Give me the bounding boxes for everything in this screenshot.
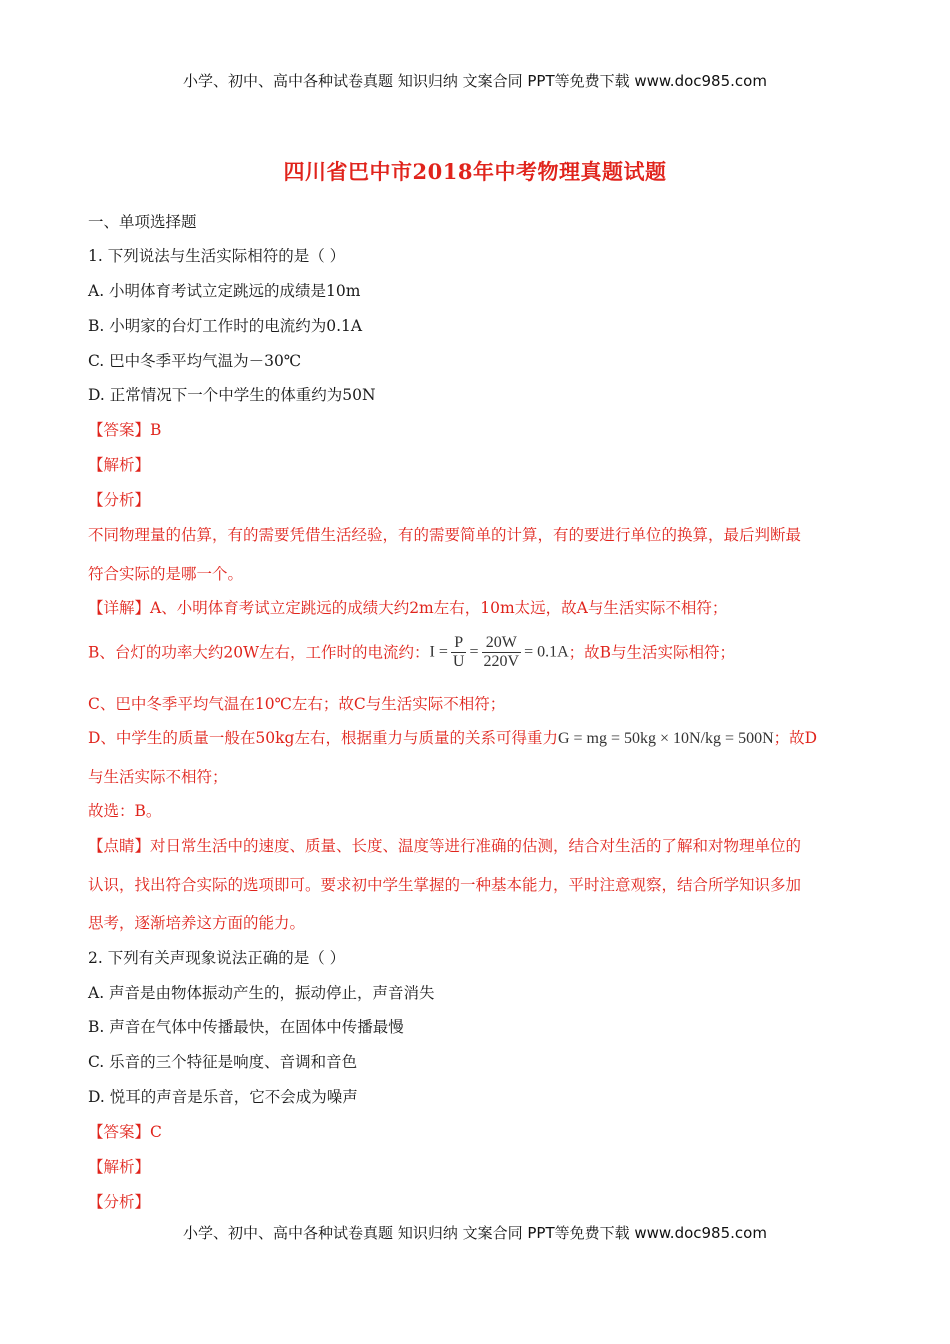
q1-answer: 【答案】B (88, 421, 162, 439)
q1-fraction-u: U (452, 653, 465, 670)
page-header: 小学、初中、高中各种试卷真题 知识归纳 文案合同 PPT等免费下载 www.doc985.com (183, 72, 767, 90)
q1-comment-line-1: 【点睛】对日常生活中的速度、质量、长度、温度等进行准确的估测，结合对生活的了解和对物理单位的 (88, 837, 802, 855)
q2-option-d: D. 悦耳的声音是乐音，它不会成为噪声 (88, 1088, 358, 1106)
q1-comment-line-2: 认识，找出符合实际的选项即可。要求初中学生掌握的一种基本能力，平时注意观察，结合所学知识多加 (88, 876, 802, 894)
q1-option-d: D. 正常情况下一个中学生的体重约为50N (88, 386, 376, 404)
q1-fraction-p: P (451, 634, 467, 653)
q1-stem: 1. 下列说法与生活实际相符的是（ ） (88, 247, 346, 265)
q1-option-c: C. 巴中冬季平均气温为－30℃ (88, 352, 302, 370)
q1-formula-eq: = (469, 643, 479, 661)
q1-comment-line-3: 思考，逐渐培养这方面的能力。 (88, 914, 306, 932)
q1-fenxi-label: 【分析】 (88, 491, 151, 509)
page-footer: 小学、初中、高中各种试卷真题 知识归纳 文案合同 PPT等免费下载 www.doc985.com (183, 1224, 767, 1242)
q1-choose: 故选：B。 (88, 802, 162, 820)
section-heading: 一、单项选择题 (88, 213, 197, 231)
q2-answer: 【答案】C (88, 1123, 162, 1141)
q2-fenxi-label: 【分析】 (88, 1193, 151, 1211)
q1-fraction-pu (451, 634, 467, 671)
q1-detail-c: C、巴中冬季平均气温在10℃左右；故C与生活实际不相符； (88, 695, 506, 713)
q1-option-a: A. 小明体育考试立定跳远的成绩是10m (88, 282, 361, 300)
q1-detail-d-line-2: 与生活实际不相符； (88, 768, 228, 786)
q2-jiexi-label: 【解析】 (88, 1158, 151, 1176)
q1-formula-gravity: G = mg = 50kg × 10N/kg = 500N (557, 730, 774, 747)
q2-stem: 2. 下列有关声现象说法正确的是（ ） (88, 949, 346, 967)
q1-fraction-values (482, 634, 522, 671)
q1-formula-result: = 0.1A (524, 643, 569, 661)
q1-analysis-line-1: 不同物理量的估算，有的需要凭借生活经验，有的需要简单的计算，有的要进行单位的换算，最后判断最 (88, 526, 802, 544)
page-title: 四川省巴中市2018年中考物理真题试题 (283, 159, 667, 184)
q1-detail-d (88, 727, 817, 750)
q2-option-c: C. 乐音的三个特征是响度、音调和音色 (88, 1053, 358, 1071)
q1-jiexi-label: 【解析】 (88, 456, 151, 474)
q1-fraction-20w: 20W (482, 634, 522, 653)
q1-fraction-220v: 220V (483, 653, 520, 670)
q1-detail-d-text: D、中学生的质量一般在50kg左右，根据重力与质量的关系可得重力 (88, 729, 558, 747)
q1-analysis-line-2: 符合实际的是哪一个。 (88, 565, 244, 583)
q1-formula-i: I = (429, 643, 448, 661)
q1-detail-b-conclusion: ；故B与生活实际相符； (568, 643, 736, 662)
q1-detail-d-tail: ；故D (773, 729, 818, 747)
q1-detail-b-text: B、台灯的功率大约20W左右，工作时的电流约： (88, 643, 430, 662)
q2-option-b: B. 声音在气体中传播最快，在固体中传播最慢 (88, 1018, 404, 1036)
q1-detail-b (88, 634, 735, 671)
q2-option-a: A. 声音是由物体振动产生的，振动停止，声音消失 (88, 984, 435, 1002)
q1-option-b: B. 小明家的台灯工作时的电流约为0.1A (88, 317, 363, 335)
q1-detail-a: 【详解】A、小明体育考试立定跳远的成绩大约2m左右，10m太远，故A与生活实际不相符； (88, 599, 728, 617)
